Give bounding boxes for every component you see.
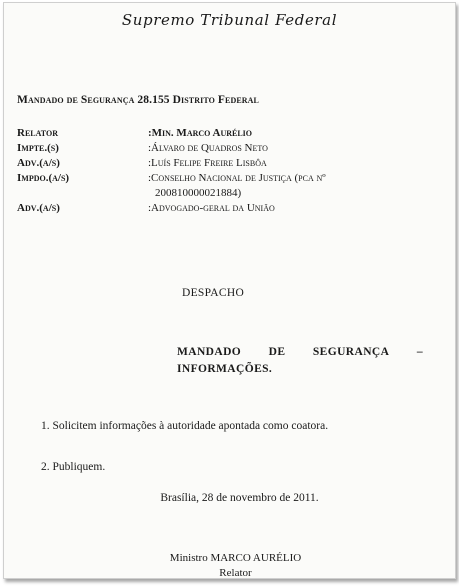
document-page bbox=[3, 2, 456, 579]
subject-line2: INFORMAÇÕES. bbox=[177, 363, 273, 375]
parties-list bbox=[17, 126, 442, 216]
subject-word: SEGURANÇA bbox=[312, 346, 390, 358]
party-value-line1: :Conselho Nacional de Justiça (pca nº bbox=[148, 172, 326, 184]
party-row-impetrante bbox=[17, 141, 442, 156]
subject-dash: – bbox=[416, 346, 423, 358]
paragraph-1: 1. Solicitem informações à autoridade apontada como coatora. bbox=[41, 420, 329, 432]
signature-name: Ministro MARCO AURÉLIO bbox=[169, 552, 302, 564]
party-row-advogado bbox=[17, 156, 442, 171]
subject-word: DE bbox=[268, 346, 286, 358]
party-row-advogado-uniao bbox=[17, 201, 442, 216]
date-line: Brasília, 28 de novembro de 2011. bbox=[160, 492, 319, 504]
subject-heading bbox=[177, 344, 423, 378]
party-value bbox=[148, 171, 442, 201]
party-value: :Luís Felipe Freire Lisbôa bbox=[148, 157, 267, 169]
court-header: Supremo Tribunal Federal bbox=[121, 11, 338, 29]
party-label: Relator bbox=[17, 127, 58, 139]
case-title: Mandado de Segurança 28.155 Distrito Federal bbox=[17, 94, 259, 106]
signature-block bbox=[4, 551, 455, 579]
subject-word: MANDADO bbox=[177, 346, 242, 358]
party-label: Adv.(a/s) bbox=[17, 202, 60, 214]
party-value: :Álvaro de Quadros Neto bbox=[148, 142, 268, 154]
party-row-impetrado bbox=[17, 171, 442, 201]
party-value-line2: 200810000021884) bbox=[155, 187, 242, 199]
party-row-relator bbox=[17, 126, 442, 141]
party-label: Adv.(a/s) bbox=[17, 157, 60, 169]
signature-role: Relator bbox=[219, 567, 252, 579]
party-value: :Min. Marco Aurélio bbox=[148, 127, 253, 139]
party-value: :Advogado-geral da União bbox=[148, 202, 275, 214]
party-label: Impdo.(a/s) bbox=[17, 172, 70, 184]
section-title: DESPACHO bbox=[182, 287, 245, 299]
paragraph-2: 2. Publiquem. bbox=[41, 461, 106, 473]
party-label: Impte.(s) bbox=[17, 142, 59, 154]
